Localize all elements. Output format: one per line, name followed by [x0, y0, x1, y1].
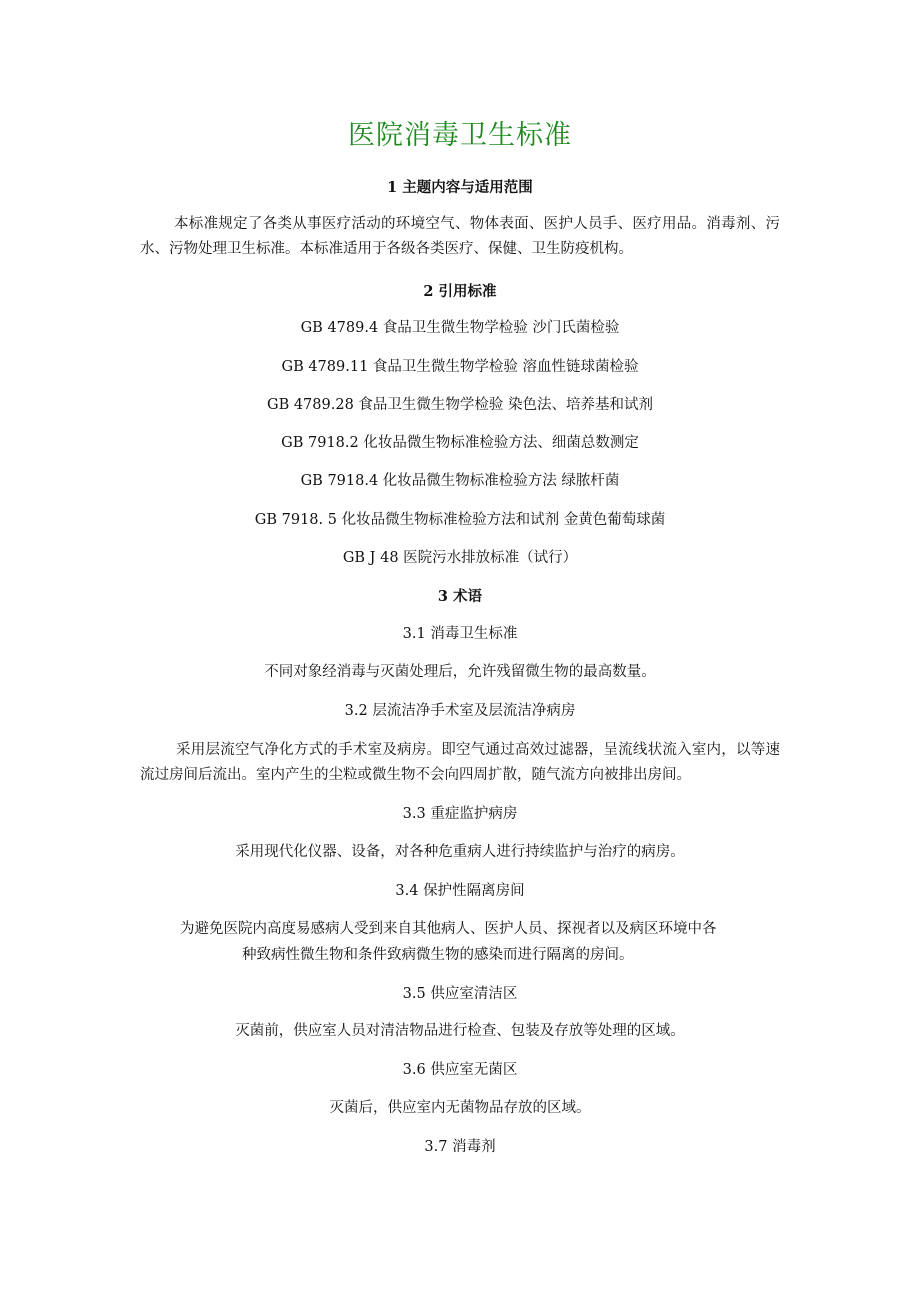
section-1-heading: 1 主题内容与适用范围	[387, 179, 533, 196]
term-3-4-heading: 3.4 保护性隔离房间	[395, 883, 525, 899]
reference-item: GB 4789.4 食品卫生微生物学检验 沙门氏菌检验	[300, 320, 620, 336]
reference-item: GB J 48 医院污水排放标准（试行）	[342, 550, 578, 566]
reference-item: GB 4789.11 食品卫生微生物学检验 溶血性链球菌检验	[281, 359, 639, 375]
term-3-7-heading: 3.7 消毒剂	[424, 1139, 496, 1155]
term-3-4-body-line-1: 为避免医院内高度易感病人受到来自其他病人、医护人员、探视者以及病区环境中各	[180, 921, 717, 937]
reference-item: GB 7918.4 化妆品微生物标准检验方法 绿脓杆菌	[300, 473, 620, 489]
reference-item: GB 7918. 5 化妆品微生物标准检验方法和试剂 金黄色葡萄球菌	[254, 512, 666, 528]
term-3-1-heading: 3.1 消毒卫生标准	[402, 626, 518, 642]
reference-item: GB 4789.28 食品卫生微生物学检验 染色法、培养基和试剂	[266, 397, 654, 413]
term-3-4-body-line-2: 种致病性微生物和条件致病微生物的感染而进行隔离的房间。	[242, 947, 634, 963]
section-3-heading: 3 术语	[437, 588, 483, 605]
term-3-2-heading: 3.2 层流洁净手术室及层流洁净病房	[344, 703, 576, 719]
term-3-2-body: 采用层流空气净化方式的手术室及病房。即空气通过高效过滤器，呈流线状流入室内，以等速流过房间后流出。室内产生的尘粒或微生物不会向四周扩散，随气流方向被排出房间。	[140, 742, 780, 783]
term-3-6-body: 灭菌后，供应室内无菌物品存放的区域。	[329, 1100, 591, 1116]
term-3-3-body: 采用现代化仪器、设备，对各种危重病人进行持续监护与治疗的病房。	[235, 844, 685, 860]
term-3-6-heading: 3.6 供应室无菌区	[402, 1062, 518, 1078]
section-1-body: 本标准规定了各类从事医疗活动的环境空气、物体表面、医护人员手、医疗用品。消毒剂、污水、污物处理卫生标准。本标准适用于各级各类医疗、保健、卫生防疫机构。	[140, 216, 780, 257]
document-title: 医院消毒卫生标准	[348, 120, 572, 151]
term-3-1-body: 不同对象经消毒与灭菌处理后，允许残留微生物的最高数量。	[264, 664, 656, 680]
term-3-5-body: 灭菌前，供应室人员对清洁物品进行检查、包装及存放等处理的区域。	[235, 1023, 685, 1039]
term-3-5-heading: 3.5 供应室清洁区	[402, 986, 518, 1002]
term-3-3-heading: 3.3 重症监护病房	[402, 806, 518, 822]
section-2-heading: 2 引用标准	[423, 283, 497, 300]
reference-item: GB 7918.2 化妆品微生物标准检验方法、细菌总数测定	[281, 435, 639, 451]
